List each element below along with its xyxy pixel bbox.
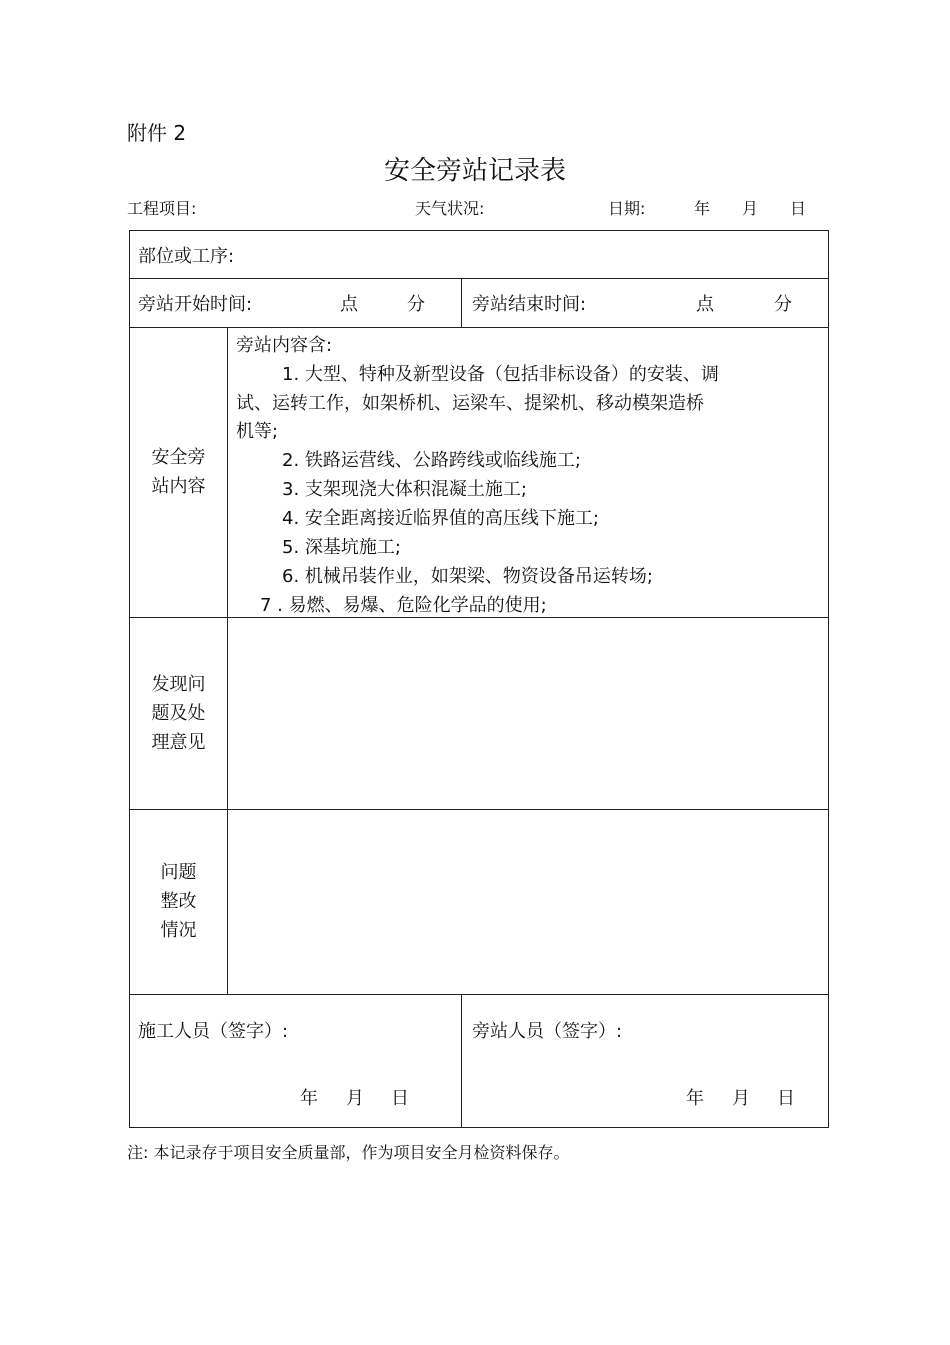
supervisor-sign-label: 旁站人员（签字）:	[472, 1021, 623, 1042]
content-label-line: 安全旁	[151, 447, 206, 468]
row-divider	[130, 617, 828, 618]
rectify-label	[130, 858, 227, 945]
project-label: 工程项目:	[127, 199, 197, 218]
attachment-label: 附件 2	[127, 121, 187, 145]
record-table	[129, 230, 829, 1128]
end-time-label: 旁站结束时间:	[472, 294, 587, 315]
worker-sign-year: 年	[300, 1088, 318, 1109]
content-item-1-end: 机等;	[236, 421, 279, 442]
date-label: 日期:	[608, 199, 646, 218]
row-divider	[130, 994, 828, 995]
supervisor-sign-day: 日	[777, 1088, 795, 1109]
rectify-label-line: 情况	[160, 920, 197, 941]
content-item-5: 5. 深基坑施工;	[282, 537, 401, 558]
end-hour: 点	[696, 294, 714, 315]
rectify-label-line: 整改	[160, 891, 197, 912]
issues-label-line: 发现问	[151, 674, 206, 695]
row-divider	[130, 809, 828, 810]
row-divider	[130, 327, 828, 328]
row-divider	[130, 278, 828, 279]
start-time-label: 旁站开始时间:	[138, 294, 253, 315]
issues-label-line: 题及处	[151, 703, 206, 724]
start-hour: 点	[340, 294, 358, 315]
content-item-1-cont: 试、运转工作，如架桥机、运梁车、提梁机、移动模架造桥	[236, 393, 704, 414]
col-divider	[461, 994, 462, 1127]
weather-label: 天气状况:	[415, 199, 485, 218]
issues-label	[130, 670, 227, 757]
content-item-3: 3. 支架现浇大体积混凝土施工;	[282, 479, 527, 500]
content-item-6: 6. 机械吊装作业，如架梁、物资设备吊运转场;	[282, 566, 653, 587]
col-divider	[461, 278, 462, 327]
worker-sign-day: 日	[391, 1088, 409, 1109]
page-title: 安全旁站记录表	[383, 156, 566, 186]
content-item-2: 2. 铁路运营线、公路跨线或临线施工;	[282, 450, 581, 471]
content-item-1: 1. 大型、特种及新型设备（包括非标设备）的安装、调	[282, 364, 719, 385]
footer-note: 注: 本记录存于项目安全质量部，作为项目安全月检资料保存。	[127, 1143, 570, 1162]
content-label	[130, 443, 227, 501]
date-year: 年	[694, 199, 711, 218]
end-minute: 分	[774, 294, 792, 315]
worker-sign-month: 月	[346, 1088, 364, 1109]
rectify-field[interactable]	[230, 812, 826, 992]
date-day: 日	[790, 199, 807, 218]
start-minute: 分	[407, 294, 425, 315]
content-item-7: 7 . 易燃、易爆、危险化学品的使用;	[260, 595, 547, 616]
issues-field[interactable]	[230, 620, 826, 807]
issues-label-line: 理意见	[151, 732, 206, 753]
content-item-4: 4. 安全距离接近临界值的高压线下施工;	[282, 508, 599, 529]
content-label-line: 站内容	[151, 476, 206, 497]
content-intro: 旁站内容含:	[236, 335, 333, 356]
supervisor-sign-month: 月	[732, 1088, 750, 1109]
date-month: 月	[742, 199, 759, 218]
worker-sign-label: 施工人员（签字）:	[138, 1021, 289, 1042]
rectify-label-line: 问题	[160, 862, 197, 883]
supervisor-sign-year: 年	[686, 1088, 704, 1109]
col-divider	[227, 327, 228, 994]
position-label: 部位或工序:	[138, 246, 235, 267]
